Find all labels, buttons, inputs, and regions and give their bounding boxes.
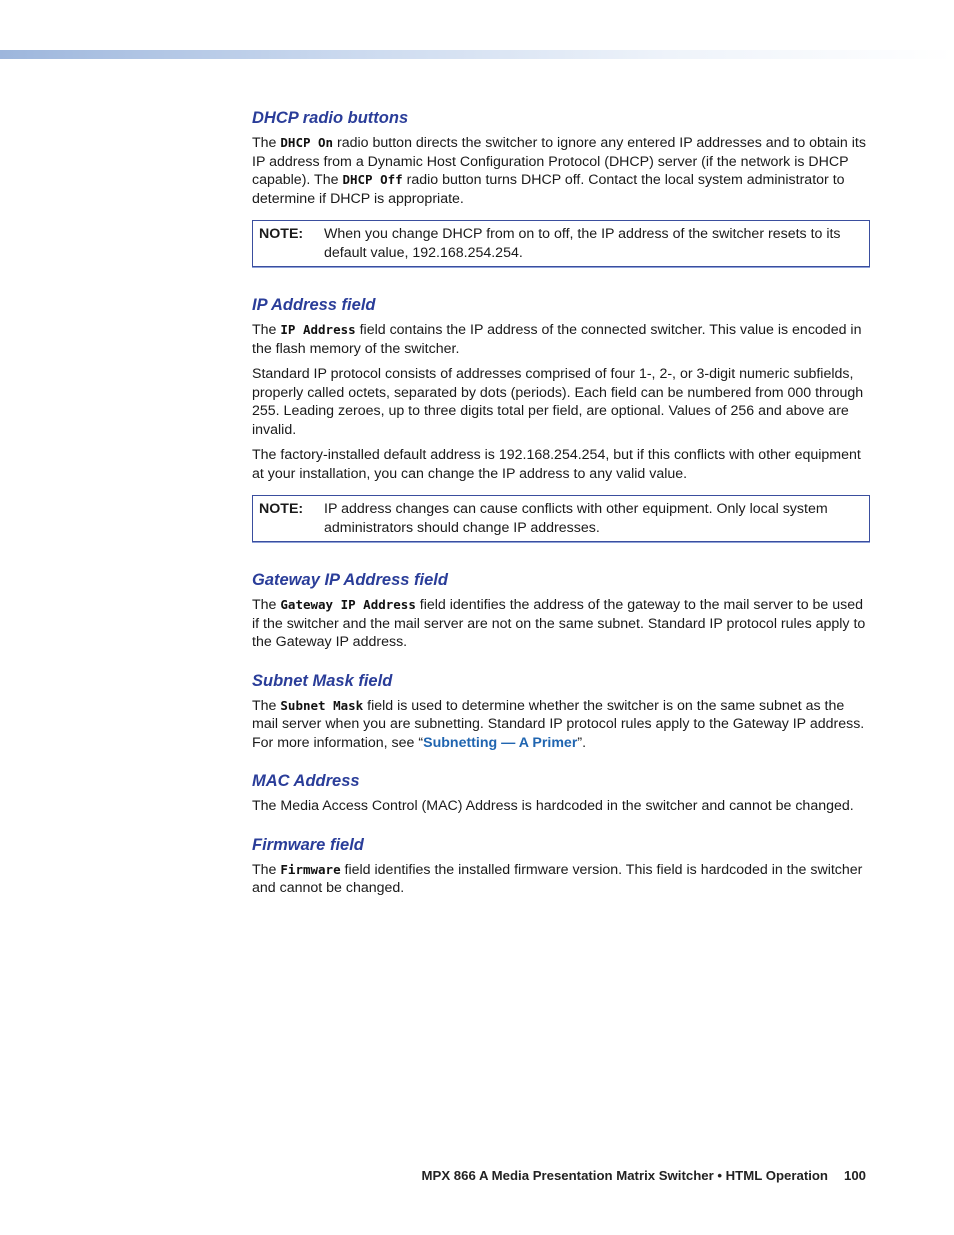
text-run: field contains the IP address of the connected switcher. This value is encoded in the flash memory of the switcher. [252,322,862,357]
section-heading-firmware: Firmware field [252,835,364,854]
ip-paragraph-2: Standard IP protocol consists of addresses comprised of four 1-, 2-, or 3-digit numeric subfields, properly called octets, separated by dots (periods). Each field can be numbered from 000 through 255. Leading zeroes, up to three digits total per field, are optional. Values of 256 and above are invalid. [252,366,864,438]
code-dhcp-on: DHCP On [280,135,334,150]
subnet-paragraph [252,697,870,753]
text-run: The [252,861,281,878]
note-label: NOTE: [259,226,304,242]
dhcp-paragraph [252,134,870,208]
section-heading-gateway: Gateway IP Address field [252,571,448,589]
mac-paragraph: The Media Access Control (MAC) Address is hardcoded in the switcher and cannot be changed. [252,798,854,814]
note-text: When you change DHCP from on to off, the IP address of the switcher resets to its default value, 192.168.254.254. [324,226,841,261]
ip-paragraph-3: The factory-installed default address is 192.168.254.254, but if this conflicts with other equipment at your installation, you can change the IP address to any valid value. [252,447,861,482]
firmware-paragraph [252,861,870,898]
page-footer [422,1167,866,1186]
code-subnet-mask: Subnet Mask [280,697,364,713]
text-run: The [252,322,281,338]
note-label: NOTE: [259,501,304,517]
code-ip-address: IP Address [280,322,356,337]
footer-title: MPX 866 A Media Presentation Matrix Switcher • HTML Operation [421,1168,828,1183]
text-run: field identifies the installed firmware version. This field is hardcoded in the switcher and cannot be changed. [252,861,863,896]
text-run: ”. [577,734,587,751]
code-gateway-ip-address: Gateway IP Address [280,597,416,612]
header-gradient-bar [0,50,954,59]
section-heading-ip-address: IP Address field [252,296,376,314]
code-dhcp-off: DHCP Off [342,172,403,187]
page-number: 100 [843,1168,866,1183]
section-heading-subnet-mask: Subnet Mask field [252,671,393,690]
note-text: IP address changes can cause conflicts with other equipment. Only local system administrators should change IP addresses. [324,501,828,536]
gateway-paragraph [252,596,870,652]
text-run: radio button turns DHCP off. Contact the local system administrator to determine if DHCP is appropriate. [252,172,845,207]
note-box-ip [252,495,870,542]
code-firmware: Firmware [280,861,341,877]
text-run: field identifies the address of the gateway to the mail server to be used if the switcher and the mail server are not on the same subnet. Standard IP protocol rules apply to the Gateway IP address. [252,597,866,650]
page-content [252,108,870,905]
section-heading-dhcp: DHCP radio buttons [252,109,409,127]
text-run: The [252,697,281,714]
text-run: The [252,597,281,613]
subnetting-primer-link[interactable]: Subnetting — A Primer [423,734,578,751]
note-box-dhcp [252,220,870,267]
ip-paragraph-1 [252,321,870,358]
text-run: radio button directs the switcher to ignore any entered IP addresses and to obtain its IP address from a Dynamic Host Configuration Protocol (DHCP) server (if the network is DHCP capable). The [252,135,866,188]
text-run: field is used to determine whether the switcher is on the same subnet as the mail server when you are subnetting. Standard IP protocol rules apply to the Gateway IP address. For more information, see “ [252,697,865,751]
section-heading-mac-address: MAC Address [252,772,360,790]
text-run: The [252,135,281,151]
